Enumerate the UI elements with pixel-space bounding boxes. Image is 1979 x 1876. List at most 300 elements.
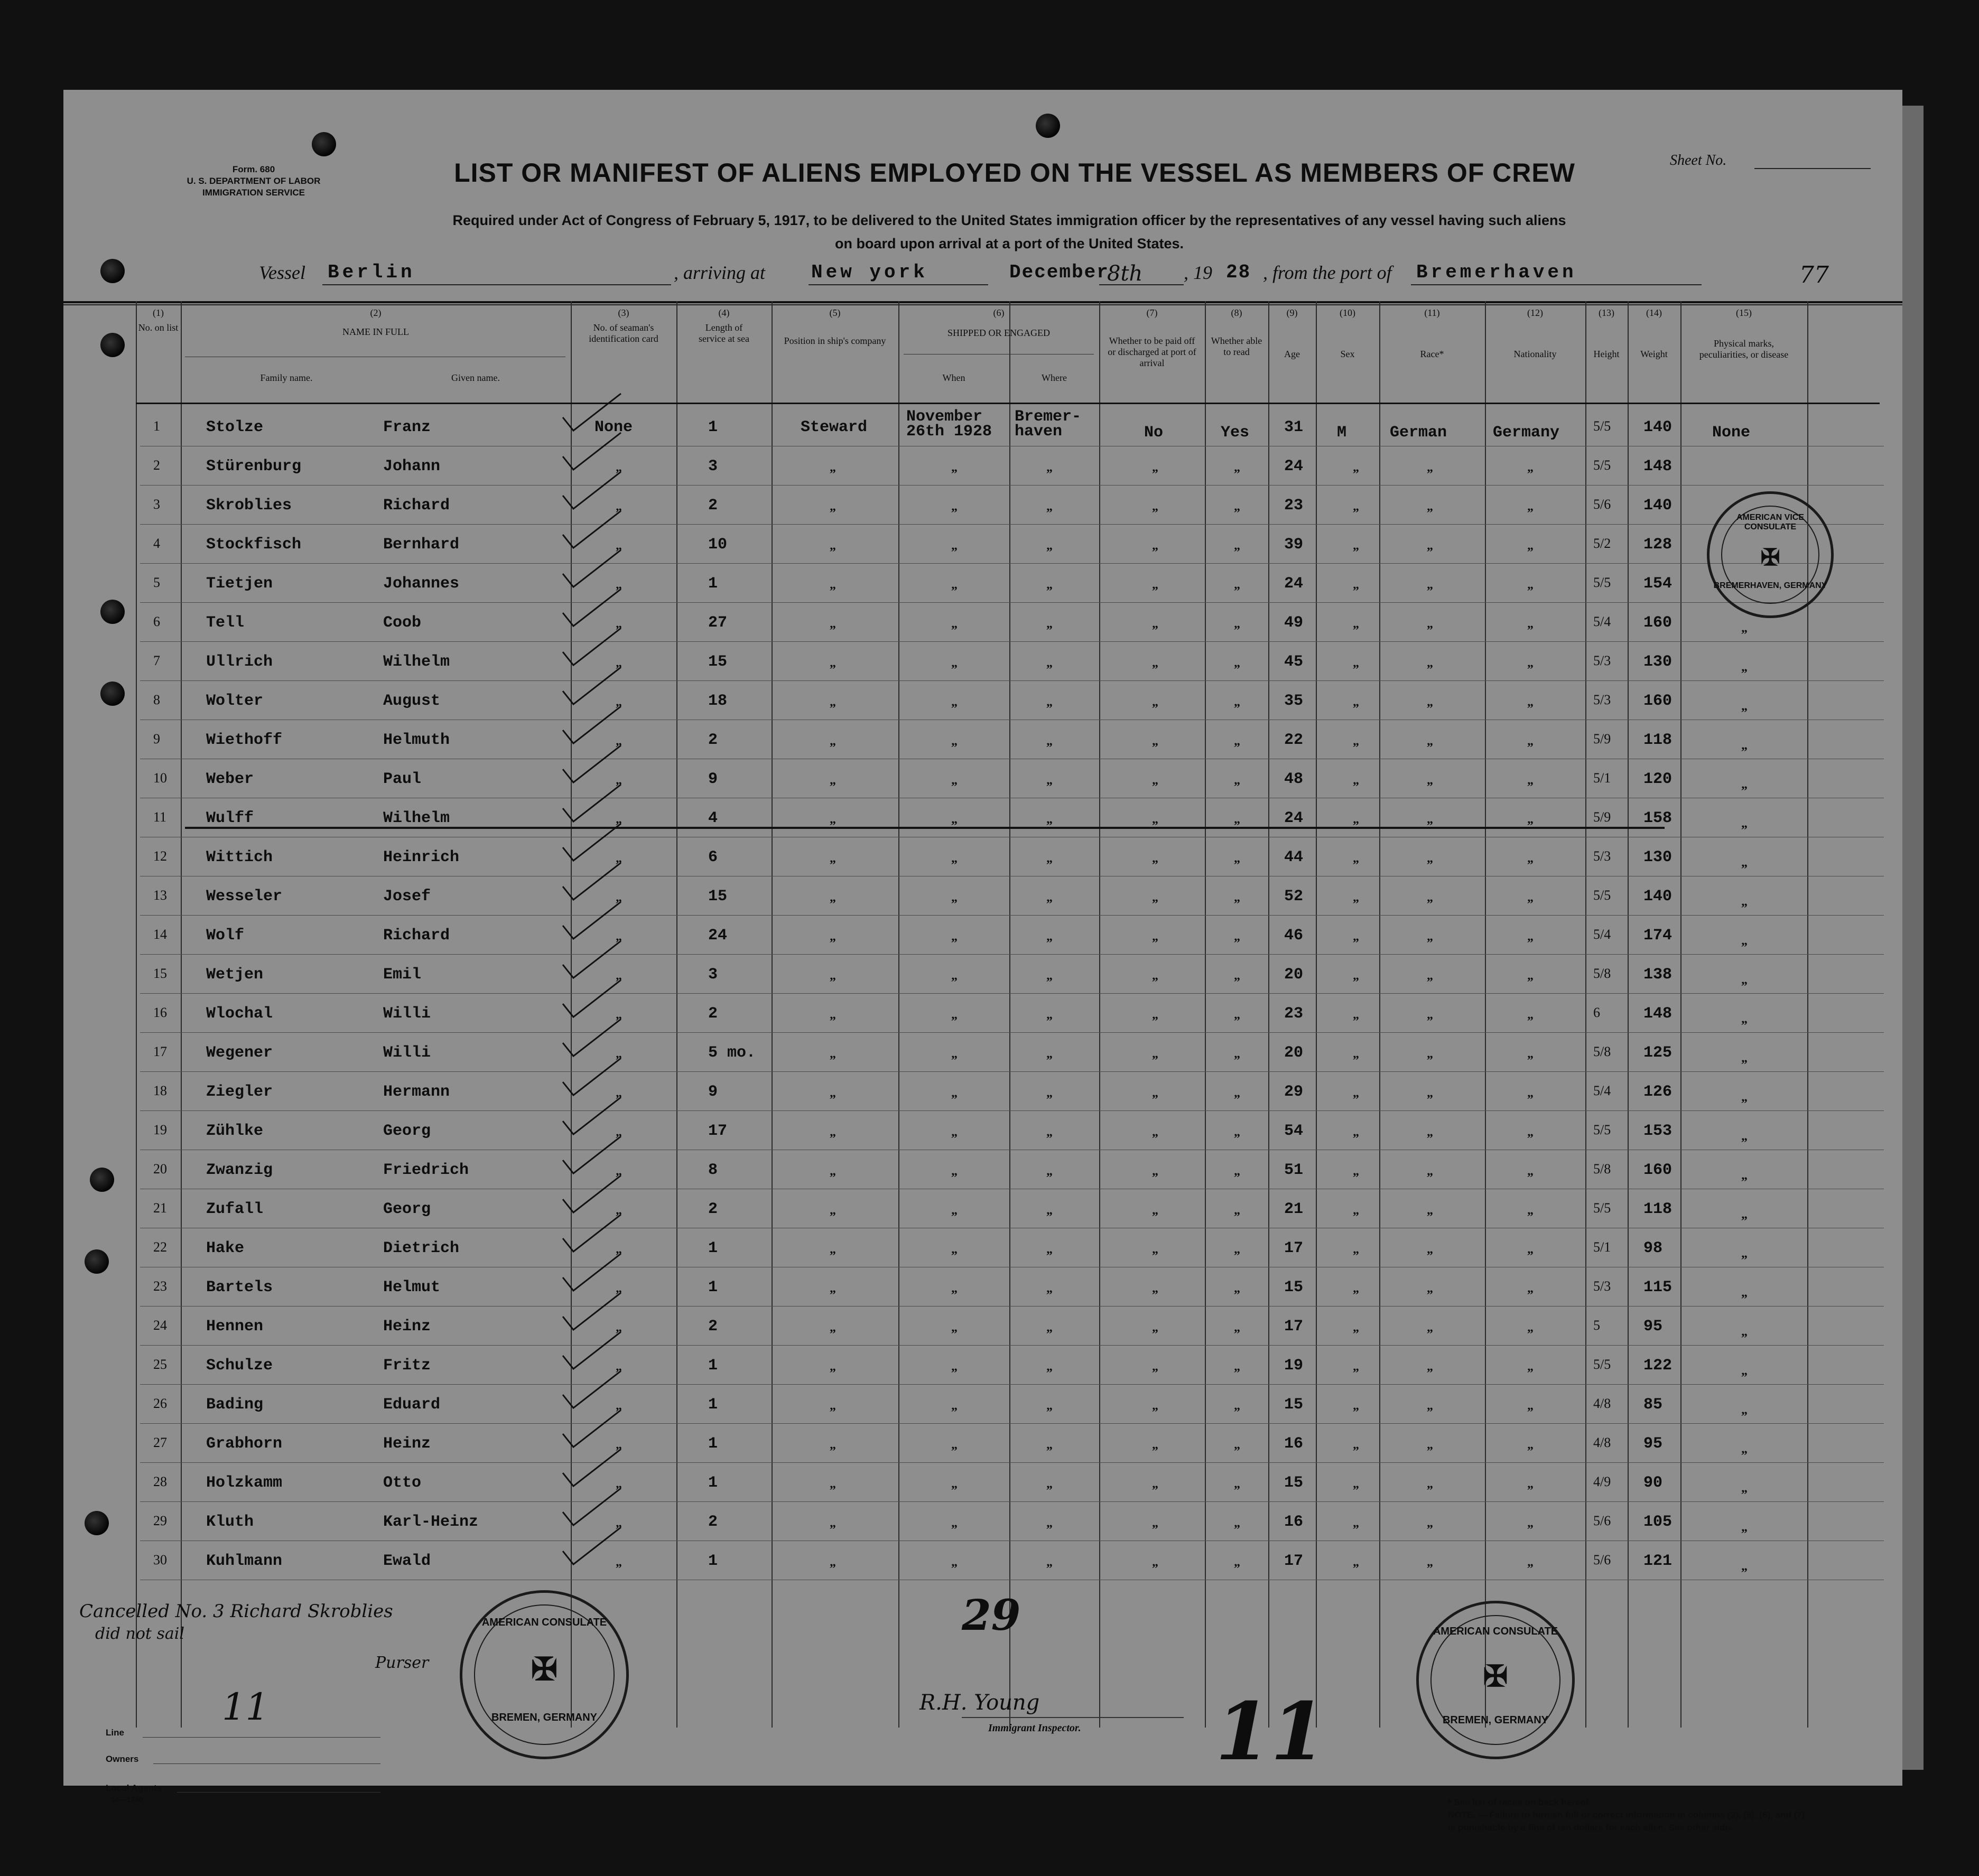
- ditto-mark: „: [830, 969, 836, 983]
- ditto-mark: „: [1152, 500, 1158, 514]
- ditto-mark: „: [1234, 1086, 1240, 1100]
- ditto-mark: „: [1353, 1438, 1359, 1452]
- given-name: Richard: [383, 497, 450, 515]
- ditto-mark: „: [951, 1008, 958, 1022]
- ditto-mark: „: [830, 617, 836, 631]
- ditto-mark: „: [1046, 969, 1053, 983]
- ditto-mark: „: [830, 1399, 836, 1413]
- year-prefix: , 19: [1184, 262, 1212, 283]
- ditto-mark: „: [1046, 1164, 1053, 1178]
- ditto-mark: „: [1427, 1203, 1433, 1217]
- ditto-mark: „: [830, 656, 836, 670]
- ditto-mark: „: [616, 1243, 622, 1256]
- ditto-mark: „: [951, 1047, 958, 1061]
- ditto-mark: „: [1527, 852, 1534, 865]
- weight: 95: [1643, 1435, 1663, 1453]
- row-number: 1: [153, 418, 160, 434]
- row-number: 25: [153, 1357, 167, 1372]
- ditto-mark: „: [951, 1282, 958, 1295]
- ditto-mark: „: [1527, 1438, 1534, 1452]
- stamp-city: BREMERHAVEN, GERMANY: [1713, 581, 1827, 590]
- ditto-mark: „: [1527, 1516, 1534, 1530]
- ditto-mark: „: [1527, 1282, 1534, 1295]
- big-number: 11: [1215, 1685, 1326, 1778]
- family-name: Ziegler: [206, 1083, 273, 1101]
- ditto-mark: „: [1741, 1090, 1748, 1104]
- header-weight: Weight: [1640, 349, 1668, 359]
- weight: 125: [1643, 1044, 1673, 1062]
- ditto-mark: „: [1527, 500, 1534, 514]
- given-name: Georg: [383, 1122, 431, 1140]
- ditto-mark: „: [1046, 1399, 1053, 1413]
- marks-value: None: [1712, 424, 1751, 442]
- ditto-mark: „: [1527, 461, 1534, 474]
- row-rule: [140, 1384, 1884, 1385]
- age: 24: [1284, 458, 1304, 475]
- row-rule: [140, 1071, 1884, 1072]
- agents-label: Local Agents: [106, 1783, 162, 1793]
- ditto-mark: „: [1741, 660, 1748, 674]
- ditto-mark: „: [1527, 969, 1534, 983]
- ditto-mark: „: [1427, 1282, 1433, 1295]
- ditto-mark: „: [1152, 1125, 1158, 1139]
- ditto-mark: „: [1353, 578, 1359, 592]
- shipped-where-line-1: Bremer-: [1015, 408, 1082, 426]
- ditto-mark: „: [951, 773, 958, 787]
- ditto-mark: „: [1353, 1164, 1359, 1178]
- owners-field: [153, 1763, 380, 1764]
- height: 5/5: [1593, 458, 1611, 473]
- service-length: 2: [708, 1005, 718, 1023]
- ditto-mark: „: [1427, 852, 1433, 865]
- ditto-mark: „: [1741, 817, 1748, 830]
- row-rule: [140, 1501, 1884, 1502]
- ditto-mark: „: [1741, 1286, 1748, 1300]
- consulate-stamp-left: [460, 1590, 629, 1759]
- family-name: Stürenburg: [206, 458, 302, 475]
- ditto-mark: „: [951, 1555, 958, 1569]
- header-name-in-full: NAME IN FULL: [342, 326, 409, 337]
- stamp-text: AMERICAN CONSULATE: [1433, 1626, 1558, 1637]
- ditto-mark: „: [1234, 1243, 1240, 1256]
- row-number: 30: [153, 1552, 167, 1567]
- ditto-mark: „: [1046, 1282, 1053, 1295]
- ditto-mark: „: [1741, 1560, 1748, 1573]
- row-number: 8: [153, 692, 160, 707]
- ditto-mark: „: [1527, 539, 1534, 553]
- sex-value: M: [1337, 424, 1347, 442]
- arriving-label: , arriving at: [674, 262, 766, 283]
- header-age: Age: [1284, 349, 1300, 359]
- row-number: 10: [153, 770, 167, 786]
- header-family-name: Family name.: [260, 372, 313, 383]
- ditto-mark: „: [1234, 1203, 1240, 1217]
- col-number: (15): [1736, 307, 1752, 318]
- family-name: Schulze: [206, 1357, 273, 1375]
- ditto-mark: „: [1046, 1477, 1053, 1491]
- ditto-mark: „: [1046, 1438, 1053, 1452]
- age: 44: [1284, 848, 1304, 866]
- ditto-mark: „: [1046, 617, 1053, 631]
- row-number: 5: [153, 575, 160, 590]
- page-edge: [1902, 106, 1924, 1770]
- weight: 153: [1643, 1122, 1673, 1140]
- ditto-mark: „: [1046, 656, 1053, 670]
- ditto-mark: „: [1353, 1203, 1359, 1217]
- from-port: Bremerhaven: [1416, 262, 1577, 283]
- ditto-mark: „: [616, 852, 622, 865]
- given-name: Helmuth: [383, 731, 450, 749]
- height: 5/3: [1593, 848, 1611, 864]
- ditto-mark: „: [1741, 1403, 1748, 1417]
- height: 4/8: [1593, 1435, 1611, 1450]
- ditto-mark: „: [1152, 1282, 1158, 1295]
- ditto-mark: „: [1353, 813, 1359, 826]
- ditto-mark: „: [1152, 1086, 1158, 1100]
- ditto-mark: „: [1046, 461, 1053, 474]
- note-penalty-2: is punishable by a fine of ten dollars for each alien. See other side.: [1448, 1823, 1733, 1833]
- ditto-mark: „: [1741, 973, 1748, 987]
- ditto-mark: „: [616, 578, 622, 592]
- age: 35: [1284, 692, 1304, 710]
- ditto-mark: „: [1741, 739, 1748, 752]
- ditto-mark: „: [1152, 1047, 1158, 1061]
- family-name: Wetjen: [206, 966, 264, 984]
- line-value: 11: [222, 1685, 270, 1729]
- given-name: Richard: [383, 927, 450, 945]
- service-length: 9: [708, 770, 718, 788]
- ditto-mark: „: [1046, 1360, 1053, 1374]
- page-subtitle: [296, 209, 1723, 255]
- ditto-mark: „: [951, 500, 958, 514]
- ditto-mark: „: [951, 813, 958, 826]
- given-name: Paul: [383, 770, 422, 788]
- sheet-no-field: [1754, 168, 1871, 169]
- ditto-mark: „: [1427, 1164, 1433, 1178]
- ditto-mark: „: [1046, 1321, 1053, 1334]
- height: 5/8: [1593, 966, 1611, 981]
- vessel-label: Vessel: [259, 262, 305, 283]
- age: 24: [1284, 575, 1304, 593]
- row-rule: [140, 563, 1884, 564]
- ditto-mark: „: [1353, 1360, 1359, 1374]
- ditto-mark: „: [616, 891, 622, 904]
- ditto-mark: „: [1741, 1442, 1748, 1456]
- given-name: Heinz: [383, 1435, 431, 1453]
- ditto-mark: „: [1527, 891, 1534, 904]
- age: 49: [1284, 614, 1304, 632]
- ditto-mark: „: [1152, 969, 1158, 983]
- ditto-mark: „: [1427, 930, 1433, 944]
- page-number: 77: [1799, 262, 1829, 288]
- ditto-mark: „: [1427, 656, 1433, 670]
- line-field: [143, 1737, 380, 1738]
- ditto-mark: „: [1046, 1243, 1053, 1256]
- given-name: Emil: [383, 966, 422, 984]
- ditto-mark: „: [1234, 617, 1240, 631]
- ditto-mark: „: [1152, 891, 1158, 904]
- weight: 128: [1643, 536, 1673, 554]
- row-rule: [140, 954, 1884, 955]
- service-length: 18: [708, 692, 728, 710]
- col-number: (10): [1340, 307, 1355, 318]
- weight: 148: [1643, 458, 1673, 475]
- ditto-mark: „: [951, 1438, 958, 1452]
- ditto-mark: „: [1152, 930, 1158, 944]
- header-bottom-rule: [136, 403, 1880, 404]
- col-number: (4): [718, 307, 730, 318]
- weight: 90: [1643, 1474, 1663, 1492]
- family-name: Ullrich: [206, 653, 273, 671]
- ditto-mark: „: [616, 656, 622, 670]
- ditto-mark: „: [1234, 578, 1240, 592]
- ditto-mark: „: [830, 1555, 836, 1569]
- ditto-mark: „: [1234, 1438, 1240, 1452]
- ditto-mark: „: [1152, 852, 1158, 865]
- ditto-mark: „: [1046, 734, 1053, 748]
- vice-consulate-stamp: [1707, 491, 1834, 618]
- shipped-when-line-1: November: [906, 408, 983, 426]
- ditto-mark: „: [1152, 1477, 1158, 1491]
- family-name: Tell: [206, 614, 245, 632]
- height: 5/4: [1593, 1083, 1611, 1098]
- inspector-signature: R.H. Young: [919, 1691, 1040, 1715]
- ditto-mark: „: [1234, 1399, 1240, 1413]
- weight: 130: [1643, 848, 1673, 866]
- family-name: Wiethoff: [206, 731, 283, 749]
- col-divider: [1628, 301, 1629, 1728]
- punch-hole: [85, 1249, 109, 1274]
- ditto-mark: „: [1527, 695, 1534, 709]
- given-name: Otto: [383, 1474, 422, 1492]
- row-number: 23: [153, 1278, 167, 1294]
- ditto-mark: „: [1427, 969, 1433, 983]
- eagle-icon: ✠: [1760, 545, 1780, 571]
- row-number: 21: [153, 1200, 167, 1216]
- ditto-mark: „: [1234, 1282, 1240, 1295]
- ditto-mark: „: [830, 891, 836, 904]
- given-name: Willi: [383, 1044, 431, 1062]
- height: 5/3: [1593, 692, 1611, 707]
- row-rule: [140, 1423, 1884, 1424]
- ditto-mark: „: [1527, 1125, 1534, 1139]
- ditto-mark: „: [951, 891, 958, 904]
- service-length: 1: [708, 1239, 718, 1257]
- service-length: 2: [708, 731, 718, 749]
- ditto-mark: „: [1741, 934, 1748, 948]
- ditto-mark: „: [616, 695, 622, 709]
- given-name: Eduard: [383, 1396, 441, 1414]
- height: 6: [1593, 1005, 1600, 1020]
- ditto-mark: „: [616, 1086, 622, 1100]
- ditto-mark: „: [1234, 930, 1240, 944]
- ditto-mark: „: [1046, 500, 1053, 514]
- ditto-mark: „: [951, 930, 958, 944]
- ditto-mark: „: [1741, 1051, 1748, 1065]
- weight: 118: [1643, 1200, 1673, 1218]
- weight: 140: [1643, 497, 1673, 515]
- ditto-mark: „: [1353, 1399, 1359, 1413]
- family-name: Hennen: [206, 1318, 264, 1336]
- ditto-mark: „: [1353, 773, 1359, 787]
- ditto-mark: „: [1741, 895, 1748, 909]
- header-height: Height: [1593, 349, 1620, 359]
- height: 5/1: [1593, 1239, 1611, 1255]
- col-divider: [1009, 301, 1010, 1728]
- family-name: Weber: [206, 770, 254, 788]
- ditto-mark: „: [1353, 1125, 1359, 1139]
- family-name: Holzkamm: [206, 1474, 283, 1492]
- weight: 122: [1643, 1357, 1673, 1375]
- footer-note: [1448, 1796, 1881, 1834]
- ditto-mark: „: [616, 930, 622, 944]
- ditto-mark: „: [1527, 617, 1534, 631]
- ditto-mark: „: [951, 1360, 958, 1374]
- row-rule: [140, 1032, 1884, 1033]
- ditto-mark: „: [830, 1516, 836, 1530]
- line-label: Line: [106, 1728, 124, 1738]
- ditto-mark: „: [1527, 1243, 1534, 1256]
- ditto-mark: „: [1527, 1086, 1534, 1100]
- given-name: Wilhelm: [383, 809, 450, 827]
- row-number: 11: [153, 809, 167, 825]
- given-name: Ewald: [383, 1552, 431, 1570]
- form-code: 14—1240: [111, 1795, 143, 1804]
- weight: 118: [1643, 731, 1673, 749]
- row-number: 18: [153, 1083, 167, 1098]
- ditto-mark: „: [1427, 1086, 1433, 1100]
- punch-hole: [85, 1511, 109, 1535]
- ditto-mark: „: [830, 930, 836, 944]
- ditto-mark: „: [616, 1008, 622, 1022]
- ditto-mark: „: [1234, 813, 1240, 826]
- height: 5/6: [1593, 1513, 1611, 1528]
- service-length: 1: [708, 575, 718, 593]
- height: 5/5: [1593, 575, 1611, 590]
- port-underline: [809, 284, 988, 285]
- owners-label: Owners: [106, 1754, 139, 1764]
- family-name: Hake: [206, 1239, 245, 1257]
- ditto-mark: „: [1046, 1125, 1053, 1139]
- row-number: 20: [153, 1161, 167, 1177]
- consulate-stamp-right: [1416, 1601, 1575, 1759]
- ditto-mark: „: [1046, 1203, 1053, 1217]
- ditto-mark: „: [1353, 1477, 1359, 1491]
- service-length: 1: [708, 1357, 718, 1375]
- weight: 158: [1643, 809, 1673, 827]
- ditto-mark: „: [1527, 1399, 1534, 1413]
- service-length: 1: [708, 1474, 718, 1492]
- ditto-mark: „: [1741, 699, 1748, 713]
- height: 5/5: [1593, 888, 1611, 903]
- ditto-mark: „: [1741, 1520, 1748, 1534]
- ditto-mark: „: [1741, 856, 1748, 870]
- given-name: Bernhard: [383, 536, 460, 554]
- weight: 160: [1643, 692, 1673, 710]
- header-nationality: Nationality: [1513, 349, 1557, 359]
- read-value: Yes: [1221, 424, 1250, 442]
- weight: 130: [1643, 653, 1673, 671]
- ditto-mark: „: [1427, 813, 1433, 826]
- weight: 98: [1643, 1239, 1663, 1257]
- height: 5/3: [1593, 653, 1611, 668]
- eagle-icon: ✠: [531, 1651, 558, 1687]
- weight: 120: [1643, 770, 1673, 788]
- row-number: 6: [153, 614, 160, 629]
- family-name: Bading: [206, 1396, 264, 1414]
- purser-signature: Purser: [375, 1654, 429, 1672]
- weight: 95: [1643, 1318, 1663, 1336]
- service-length: 6: [708, 848, 718, 866]
- subtitle-line-1: Required under Act of Congress of February 5, 1917, to be delivered to the United States immigration officer by the representatives of any vessel having such aliens: [452, 212, 1566, 228]
- family-name: Kuhlmann: [206, 1552, 283, 1570]
- ditto-mark: „: [616, 734, 622, 748]
- weight: 85: [1643, 1396, 1663, 1414]
- ditto-mark: „: [1427, 461, 1433, 474]
- age: 23: [1284, 1005, 1304, 1023]
- arrival-month: December: [1009, 262, 1109, 283]
- ditto-mark: „: [1152, 773, 1158, 787]
- age: 24: [1284, 809, 1304, 827]
- ditto-mark: „: [616, 1125, 622, 1139]
- stamp-city: BREMEN, GERMANY: [491, 1712, 597, 1723]
- family-name: Wulff: [206, 809, 254, 827]
- row-number: 12: [153, 848, 167, 864]
- ditto-mark: „: [1353, 539, 1359, 553]
- ditto-mark: „: [1152, 734, 1158, 748]
- service-length: 9: [708, 1083, 718, 1101]
- ditto-mark: „: [1353, 1282, 1359, 1295]
- age: 15: [1284, 1278, 1304, 1296]
- age: 20: [1284, 1044, 1304, 1062]
- ditto-mark: „: [616, 1047, 622, 1061]
- ditto-mark: „: [1152, 1203, 1158, 1217]
- family-name: Wolf: [206, 927, 245, 945]
- height: 5/6: [1593, 497, 1611, 512]
- family-name: Kluth: [206, 1513, 254, 1531]
- height: 5/9: [1593, 809, 1611, 825]
- age: 21: [1284, 1200, 1304, 1218]
- row-number: 4: [153, 536, 160, 551]
- ditto-mark: „: [1527, 656, 1534, 670]
- ditto-mark: „: [1046, 852, 1053, 865]
- family-name: Wesseler: [206, 888, 283, 906]
- ditto-mark: „: [951, 1516, 958, 1530]
- header-physical-marks: Physical marks, peculiarities, or disease: [1699, 338, 1789, 360]
- age: 16: [1284, 1513, 1304, 1531]
- ditto-mark: „: [1046, 539, 1053, 553]
- ditto-mark: „: [1152, 1164, 1158, 1178]
- service-length: 2: [708, 1200, 718, 1218]
- paid-off-value: No: [1144, 424, 1164, 442]
- inspector-label: Immigrant Inspector.: [988, 1722, 1081, 1734]
- ditto-mark: „: [1353, 695, 1359, 709]
- age: 22: [1284, 731, 1304, 749]
- punch-hole: [100, 682, 125, 706]
- ditto-mark: „: [1353, 461, 1359, 474]
- header-id-card: No. of seaman's identification card: [589, 322, 658, 344]
- ditto-mark: „: [1741, 778, 1748, 791]
- ditto-mark: „: [1046, 773, 1053, 787]
- ditto-mark: „: [1234, 1164, 1240, 1178]
- ditto-mark: „: [1527, 1164, 1534, 1178]
- cancelled-note: Cancelled No. 3 Richard Skroblies: [79, 1601, 393, 1622]
- age: 15: [1284, 1474, 1304, 1492]
- ditto-mark: „: [1234, 461, 1240, 474]
- height: 5/6: [1593, 1552, 1611, 1567]
- ditto-mark: „: [830, 1008, 836, 1022]
- ditto-mark: „: [830, 1086, 836, 1100]
